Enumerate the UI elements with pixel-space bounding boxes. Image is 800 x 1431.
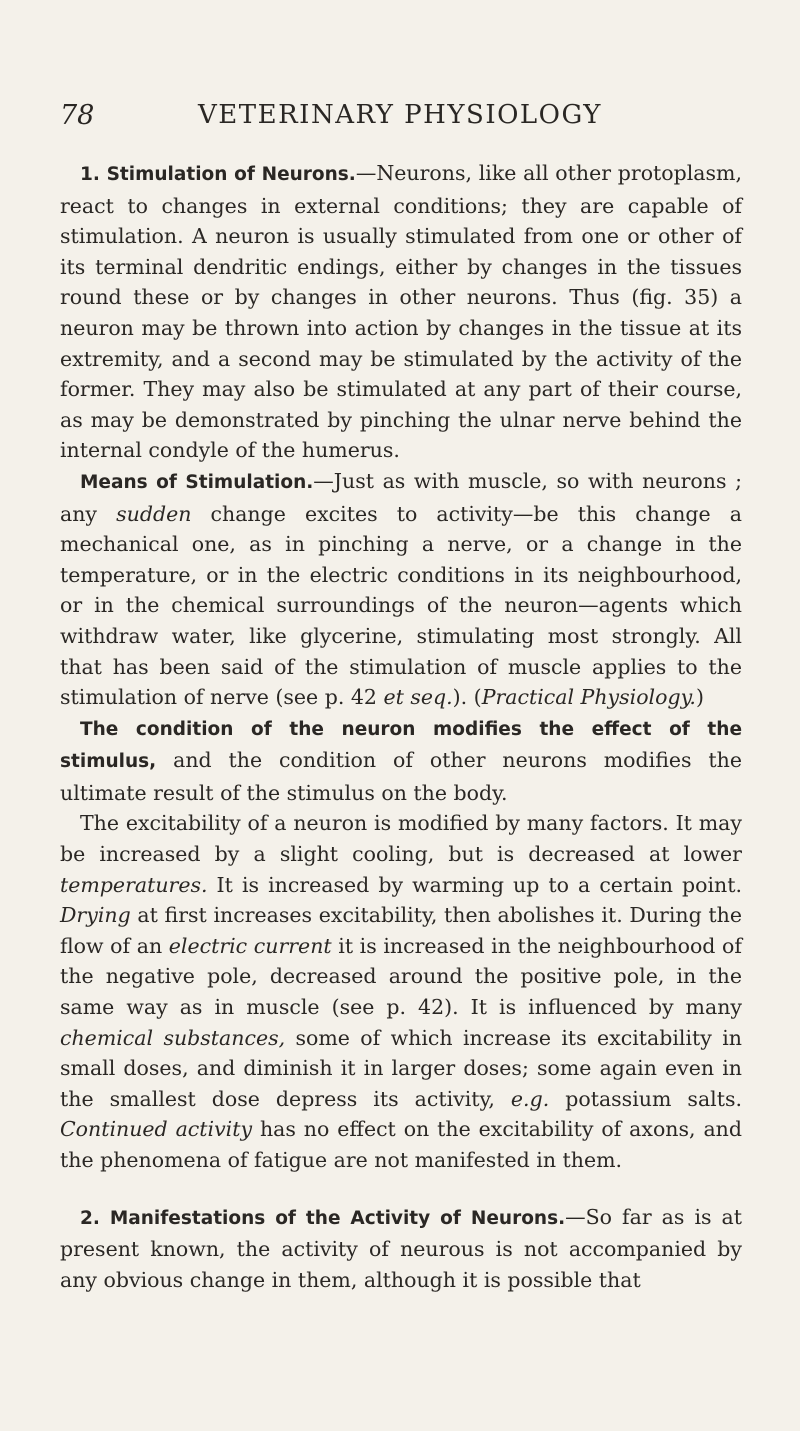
paragraph-stimulation-of-neurons [60, 158, 742, 466]
emphasis: temperatures. [60, 872, 208, 897]
emphasis: chemical substances, [60, 1025, 286, 1050]
paragraph-condition-of-neuron [60, 713, 742, 809]
paragraph-text: —So far as is at present known, the activity of neurous is not accompanied by any obvious change in them, although it is possible that [60, 1204, 743, 1292]
emphasis: Drying [60, 903, 131, 928]
emphasis: e.g. [510, 1086, 550, 1111]
subheading-means-of-stimulation: Means of Stimulation. [80, 471, 314, 493]
page-body [60, 158, 742, 1295]
text-run: —Just as with muscle, so with neurons ; any [60, 468, 742, 526]
page-number: 78 [60, 100, 95, 131]
page-header [60, 100, 740, 140]
text-run: The excitability of a neuron is modified by many factors. It may be increased by a slight cooling, but is decreased at lower [60, 811, 742, 867]
subheading-condition-of-neuron: The condition of the neuron modifies the effect of the stimulus, [60, 718, 742, 773]
text-run: change excites to activity—be this change a mechanical one, as in pinching a nerve, or a change in the temperature, or in the electric conditions in its neighbourhood, or in the chemical surroundings of the neuron—agents which withdraw water, like glycerine, stimulating most strongly. All that has been said of the stimulation of muscle applies to the stimulation of nerve (see p. 42 [60, 501, 742, 710]
paragraph-excitability [60, 808, 742, 1175]
text-run: It is increased by warming up to a certain point. [207, 872, 742, 897]
text-run: potassium salts. [549, 1086, 742, 1111]
text-run: some of which increase its excitability in small doses, and diminish it in larger doses; some again even in the smallest dose depress its activity, [60, 1025, 742, 1111]
paragraph-text: —Neurons, like all other protoplasm, react to changes in external conditions; they are capable of stimulation. A neuron is usually stimulated from one or other of its terminal dendritic endings, either by changes in the tissues round these or by changes in other neurons. Thus (fig. 35) a neuron may be thrown into action by changes in the tissue at its extremity, and a second may be stimulated by the activity of the former. They may also be stimulated at any part of their course, as may be demonstrated by pinching the ulnar nerve behind the internal condyle of the humerus. [60, 161, 742, 463]
emphasis: et seq. [383, 685, 453, 710]
section-heading-stimulation: 1. Stimulation of Neurons. [80, 164, 356, 185]
paragraph-text: and the condition of other neurons modifies the ultimate result of the stimulus on the body. [60, 748, 742, 805]
emphasis: electric current [168, 933, 332, 958]
text-run: has no effect on the excitability of axons, and the phenomena of fatigue are not manifested in them. [60, 1117, 742, 1172]
running-head: VETERINARY PHYSIOLOGY [198, 100, 602, 130]
text-run: at first increases excitability, then abolishes it. During the flow of an [60, 903, 742, 958]
section-heading-manifestations: 2. Manifestations of the Activity of Neurons. [80, 1207, 566, 1229]
emphasis: Continued activity [60, 1117, 253, 1142]
text-run: ). ( [452, 685, 482, 710]
emphasis: sudden [116, 501, 192, 526]
text-run: ) [695, 685, 704, 710]
emphasis: Practical Physiology. [481, 685, 696, 710]
paragraph-manifestations [60, 1202, 742, 1296]
text-run: it is increased in the neighbourhood of the negative pole, decreased around the positive pole, in the same way as in muscle (see p. 42). It is influenced by many [60, 933, 742, 1020]
paragraph-means-of-stimulation [60, 466, 742, 713]
